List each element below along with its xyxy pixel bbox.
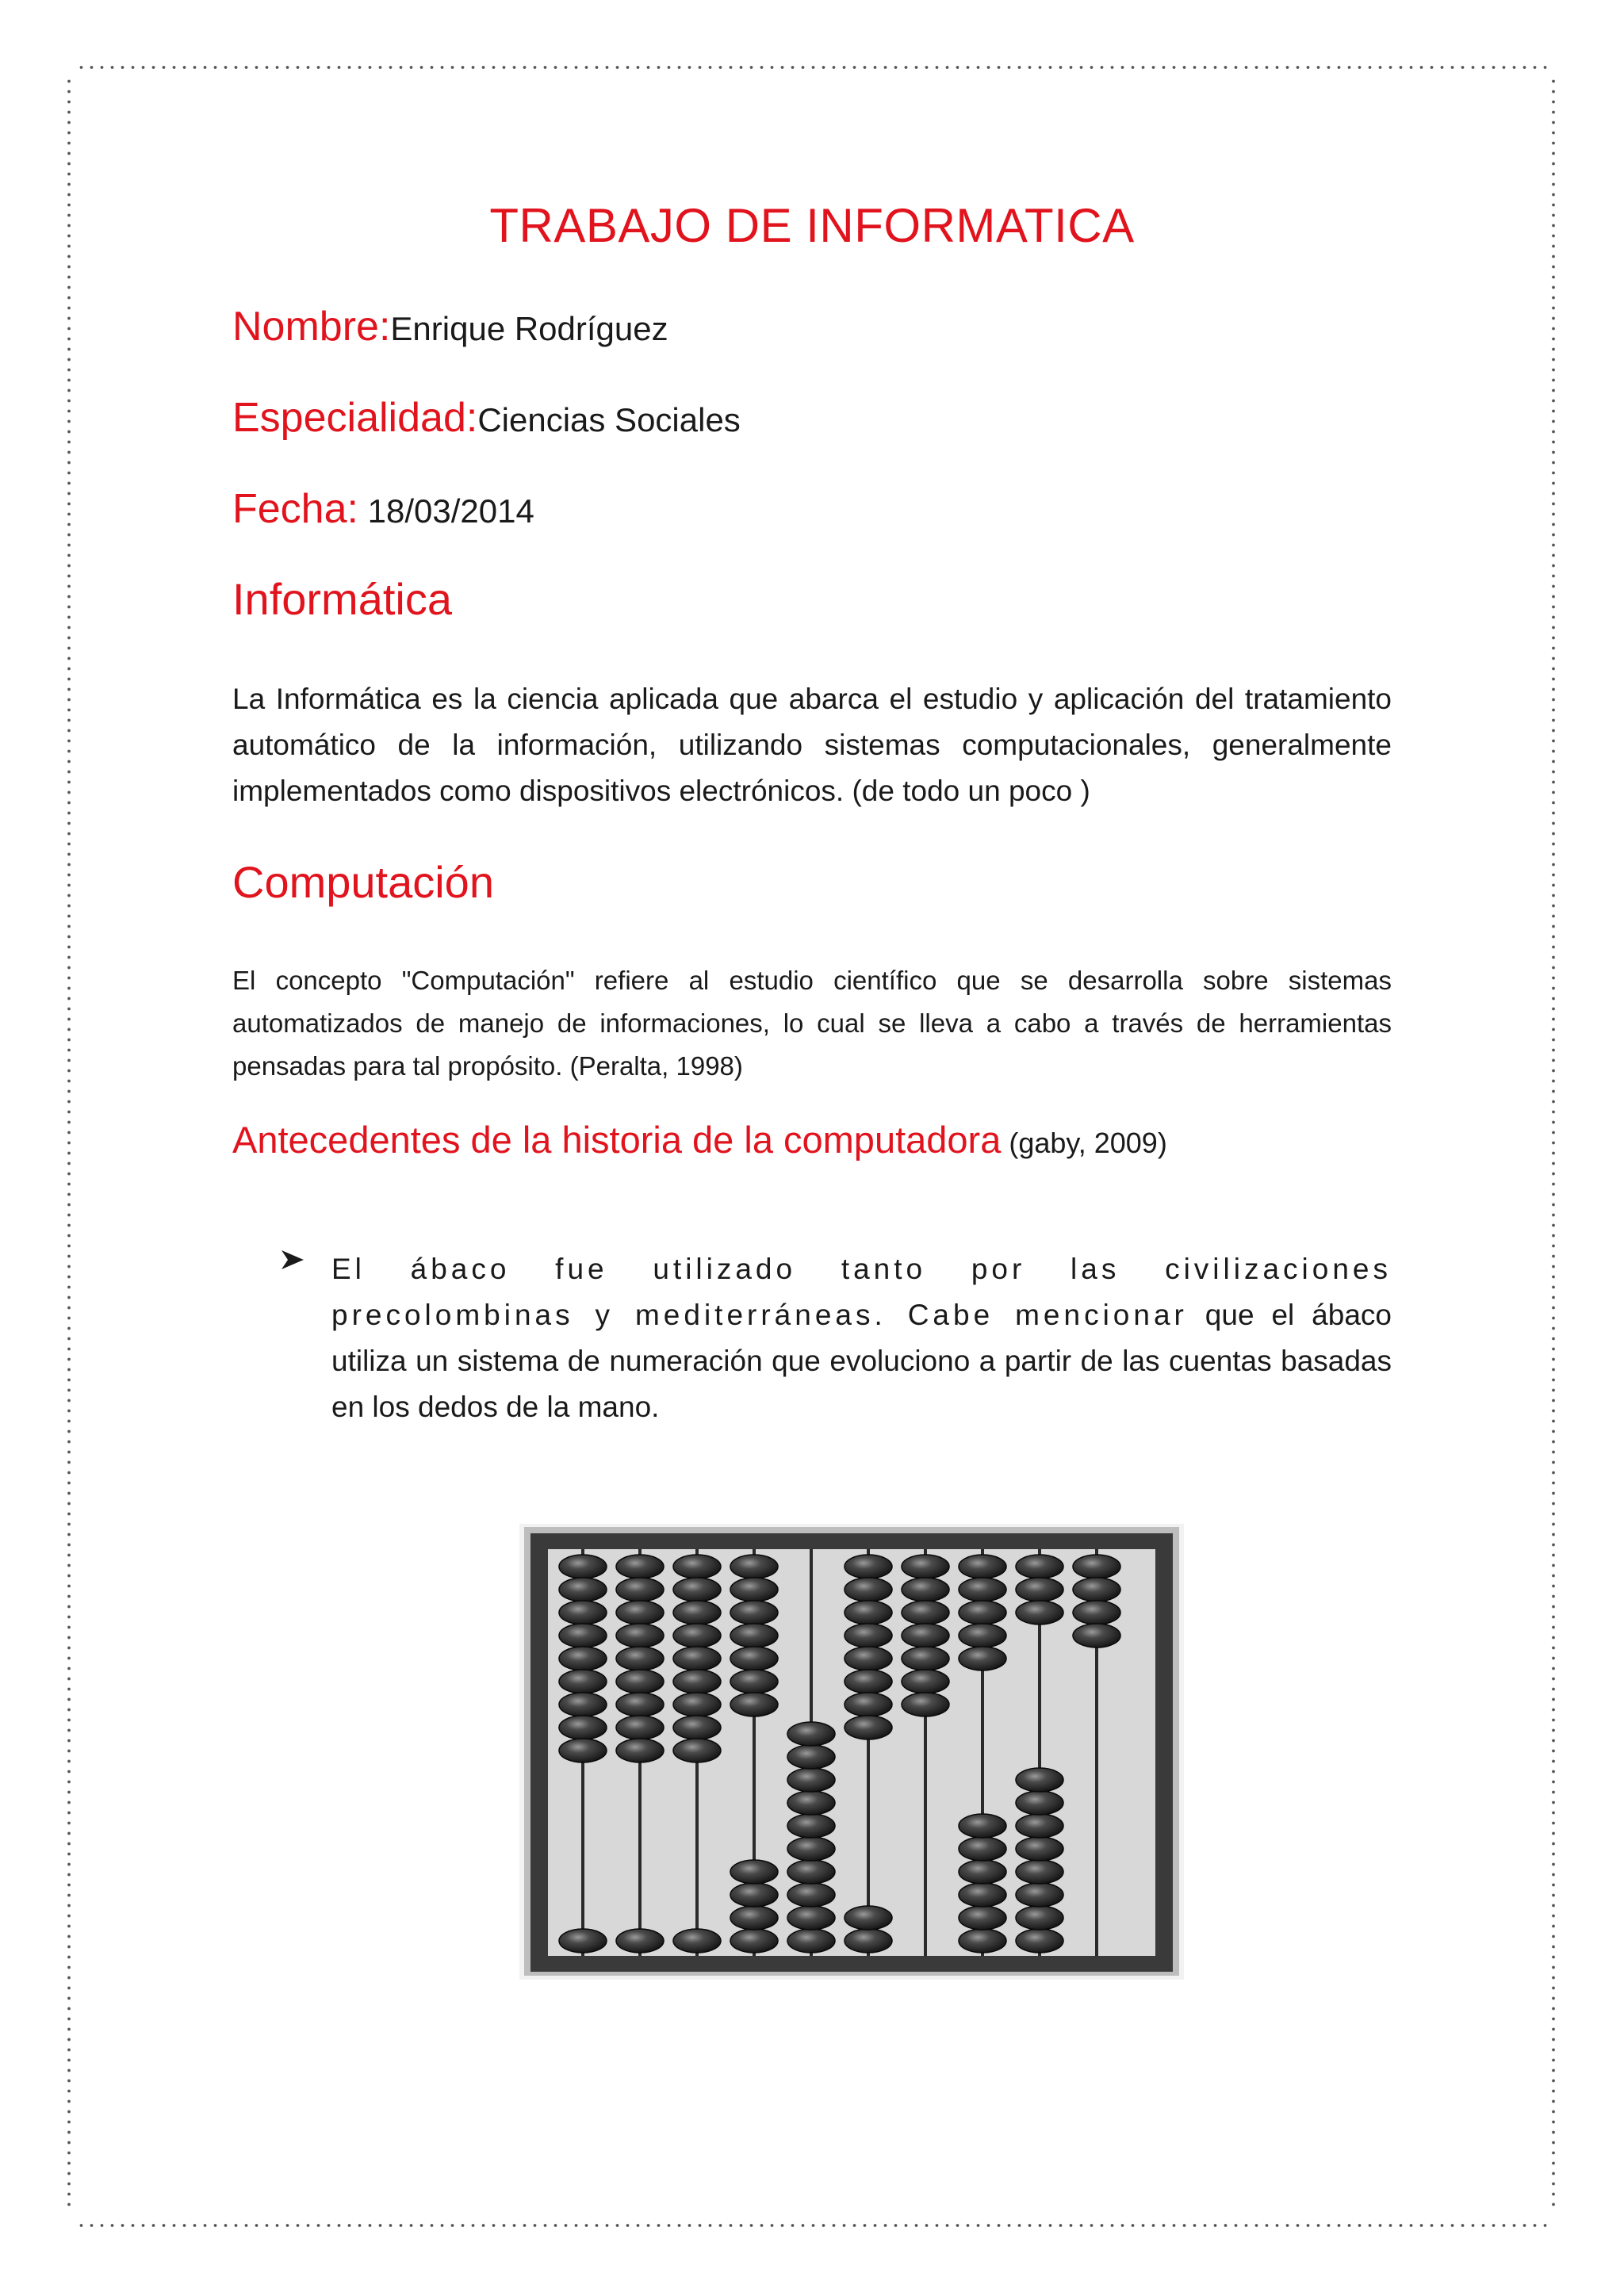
abacus-bead [1016, 1555, 1063, 1578]
abacus-bead [616, 1555, 664, 1578]
meta-fecha [232, 485, 534, 533]
abacus-bead [1016, 1906, 1063, 1930]
abacus-bead [902, 1555, 949, 1578]
heading-antecedentes-text: Antecedentes de la historia de la computadora [232, 1119, 1002, 1161]
bullet-abaco-spaced-text: El ábaco fue utilizado tanto por las civilizaciones precolombinas y mediterráneas. Cabe mencionar [331, 1253, 1392, 1331]
abacus-bead [616, 1693, 664, 1716]
heading-computacion: Computación [232, 857, 494, 907]
abacus-bead [616, 1716, 664, 1739]
abacus-bead [673, 1647, 721, 1670]
abacus-bead [959, 1837, 1006, 1861]
abacus-bead [559, 1601, 607, 1624]
meta-nombre [232, 303, 668, 350]
page-border-right [1548, 76, 1559, 2212]
abacus-bead [673, 1624, 721, 1647]
abacus-bead [616, 1929, 664, 1953]
paragraph-computacion: El concepto "Computación" refiere al estudio científico que se desarrolla sobre sistemas automatizados de manejo de informaciones, lo cual se lleva a cabo a través de herramientas pensadas para tal propósito. (Peralta, 1998) [232, 966, 1392, 1081]
abacus-bead [902, 1601, 949, 1624]
abacus-bead [959, 1906, 1006, 1930]
abacus-bead [616, 1624, 664, 1647]
meta-especialidad-label: Especialidad: [232, 395, 478, 441]
abacus-bead [845, 1670, 892, 1693]
abacus-bead [730, 1578, 778, 1601]
abacus-bead [1016, 1929, 1063, 1953]
abacus-bead [787, 1791, 835, 1815]
abacus-bead [845, 1624, 892, 1647]
abacus-bead [559, 1647, 607, 1670]
meta-nombre-label: Nombre: [232, 304, 391, 350]
abacus-bead [730, 1906, 778, 1930]
abacus-bead [673, 1555, 721, 1578]
abacus-bead [616, 1739, 664, 1762]
abacus-bead [559, 1578, 607, 1601]
heading-informatica: Informática [232, 574, 452, 624]
abacus-bead [559, 1929, 607, 1953]
paragraph-informatica: La Informática es la ciencia aplicada que abarca el estudio y aplicación del tratamiento automático de la información, utilizando sistemas computacionales, generalmente implementados como dispositivos electrónicos. (de todo un poco ) [232, 683, 1392, 807]
abacus-bead [845, 1716, 892, 1739]
abacus-bead [673, 1670, 721, 1693]
abacus-bead [730, 1670, 778, 1693]
abacus-image [519, 1524, 1184, 1980]
abacus-bead [1016, 1601, 1063, 1624]
bullet-abaco-text: que el ábaco utiliza un sistema de numeración que evoluciono a partir de las cuentas basadas en los dedos de la mano. [331, 1299, 1392, 1423]
meta-nombre-value: Enrique Rodríguez [390, 310, 668, 347]
abacus-bead [1073, 1578, 1120, 1601]
abacus-bead [730, 1624, 778, 1647]
abacus-bead [845, 1647, 892, 1670]
abacus-bead [559, 1670, 607, 1693]
document-title: TRABAJO DE INFORMATICA [489, 199, 1135, 252]
abacus-bead [616, 1578, 664, 1601]
abacus-bead [1016, 1837, 1063, 1861]
arrow-bullet-icon [279, 1248, 306, 1272]
abacus-bead [673, 1693, 721, 1716]
abacus-bead [673, 1929, 721, 1953]
abacus-bead [673, 1578, 721, 1601]
heading-antecedentes-citation: (gaby, 2009) [1001, 1127, 1167, 1159]
abacus-bead [787, 1929, 835, 1953]
abacus-bead [959, 1555, 1006, 1578]
meta-fecha-label: Fecha: [232, 486, 358, 532]
abacus-bead [845, 1555, 892, 1578]
meta-especialidad-value: Ciencias Sociales [477, 401, 741, 438]
abacus-bead [902, 1647, 949, 1670]
abacus-bead [959, 1929, 1006, 1953]
abacus-bead [902, 1670, 949, 1693]
abacus-bead [845, 1578, 892, 1601]
abacus-bead [730, 1929, 778, 1953]
page-border-bottom [76, 2220, 1548, 2231]
abacus-bead [787, 1906, 835, 1930]
abacus-bead [1073, 1601, 1120, 1624]
abacus-bead [616, 1601, 664, 1624]
abacus-bead [959, 1860, 1006, 1884]
abacus-bead [559, 1624, 607, 1647]
abacus-bead [559, 1693, 607, 1716]
abacus-bead [959, 1601, 1006, 1624]
abacus-bead [902, 1578, 949, 1601]
abacus-bead [730, 1601, 778, 1624]
page-border-top [76, 62, 1548, 73]
abacus-bead [730, 1647, 778, 1670]
abacus-bead [1016, 1860, 1063, 1884]
meta-fecha-value: 18/03/2014 [358, 492, 534, 530]
abacus-bead [845, 1601, 892, 1624]
abacus-bead [1073, 1624, 1120, 1647]
abacus-bead [959, 1647, 1006, 1670]
abacus-bead [616, 1670, 664, 1693]
abacus-bead [1016, 1883, 1063, 1907]
abacus-bead [1016, 1791, 1063, 1815]
page-border-left [63, 76, 75, 2212]
heading-antecedentes [232, 1118, 1167, 1161]
abacus-bead [845, 1693, 892, 1716]
bullet-abaco [331, 1246, 1392, 1430]
abacus-bead [1073, 1555, 1120, 1578]
abacus-bead [959, 1883, 1006, 1907]
abacus-bead [902, 1693, 949, 1716]
abacus-photo [519, 1524, 1184, 1980]
abacus-bead [730, 1860, 778, 1884]
abacus-bead [787, 1745, 835, 1769]
abacus-bead [1016, 1814, 1063, 1838]
abacus-bead [1016, 1578, 1063, 1601]
abacus-bead [559, 1739, 607, 1762]
abacus-bead [902, 1624, 949, 1647]
abacus-bead [959, 1814, 1006, 1838]
abacus-bead [559, 1555, 607, 1578]
abacus-bead [787, 1860, 835, 1884]
abacus-bead [1016, 1768, 1063, 1792]
abacus-bead [845, 1929, 892, 1953]
abacus-bead [959, 1624, 1006, 1647]
abacus-bead [845, 1906, 892, 1930]
abacus-bead [787, 1814, 835, 1838]
abacus-bead [673, 1739, 721, 1762]
abacus-bead [787, 1837, 835, 1861]
abacus-bead [959, 1578, 1006, 1601]
abacus-bead [730, 1555, 778, 1578]
abacus-bead [616, 1647, 664, 1670]
abacus-bead [787, 1722, 835, 1746]
meta-especialidad [232, 394, 741, 442]
abacus-bead [730, 1693, 778, 1716]
abacus-bead [673, 1601, 721, 1624]
abacus-bead [787, 1883, 835, 1907]
abacus-bead [730, 1883, 778, 1907]
abacus-bead [673, 1716, 721, 1739]
abacus-bead [787, 1768, 835, 1792]
abacus-bead [559, 1716, 607, 1739]
